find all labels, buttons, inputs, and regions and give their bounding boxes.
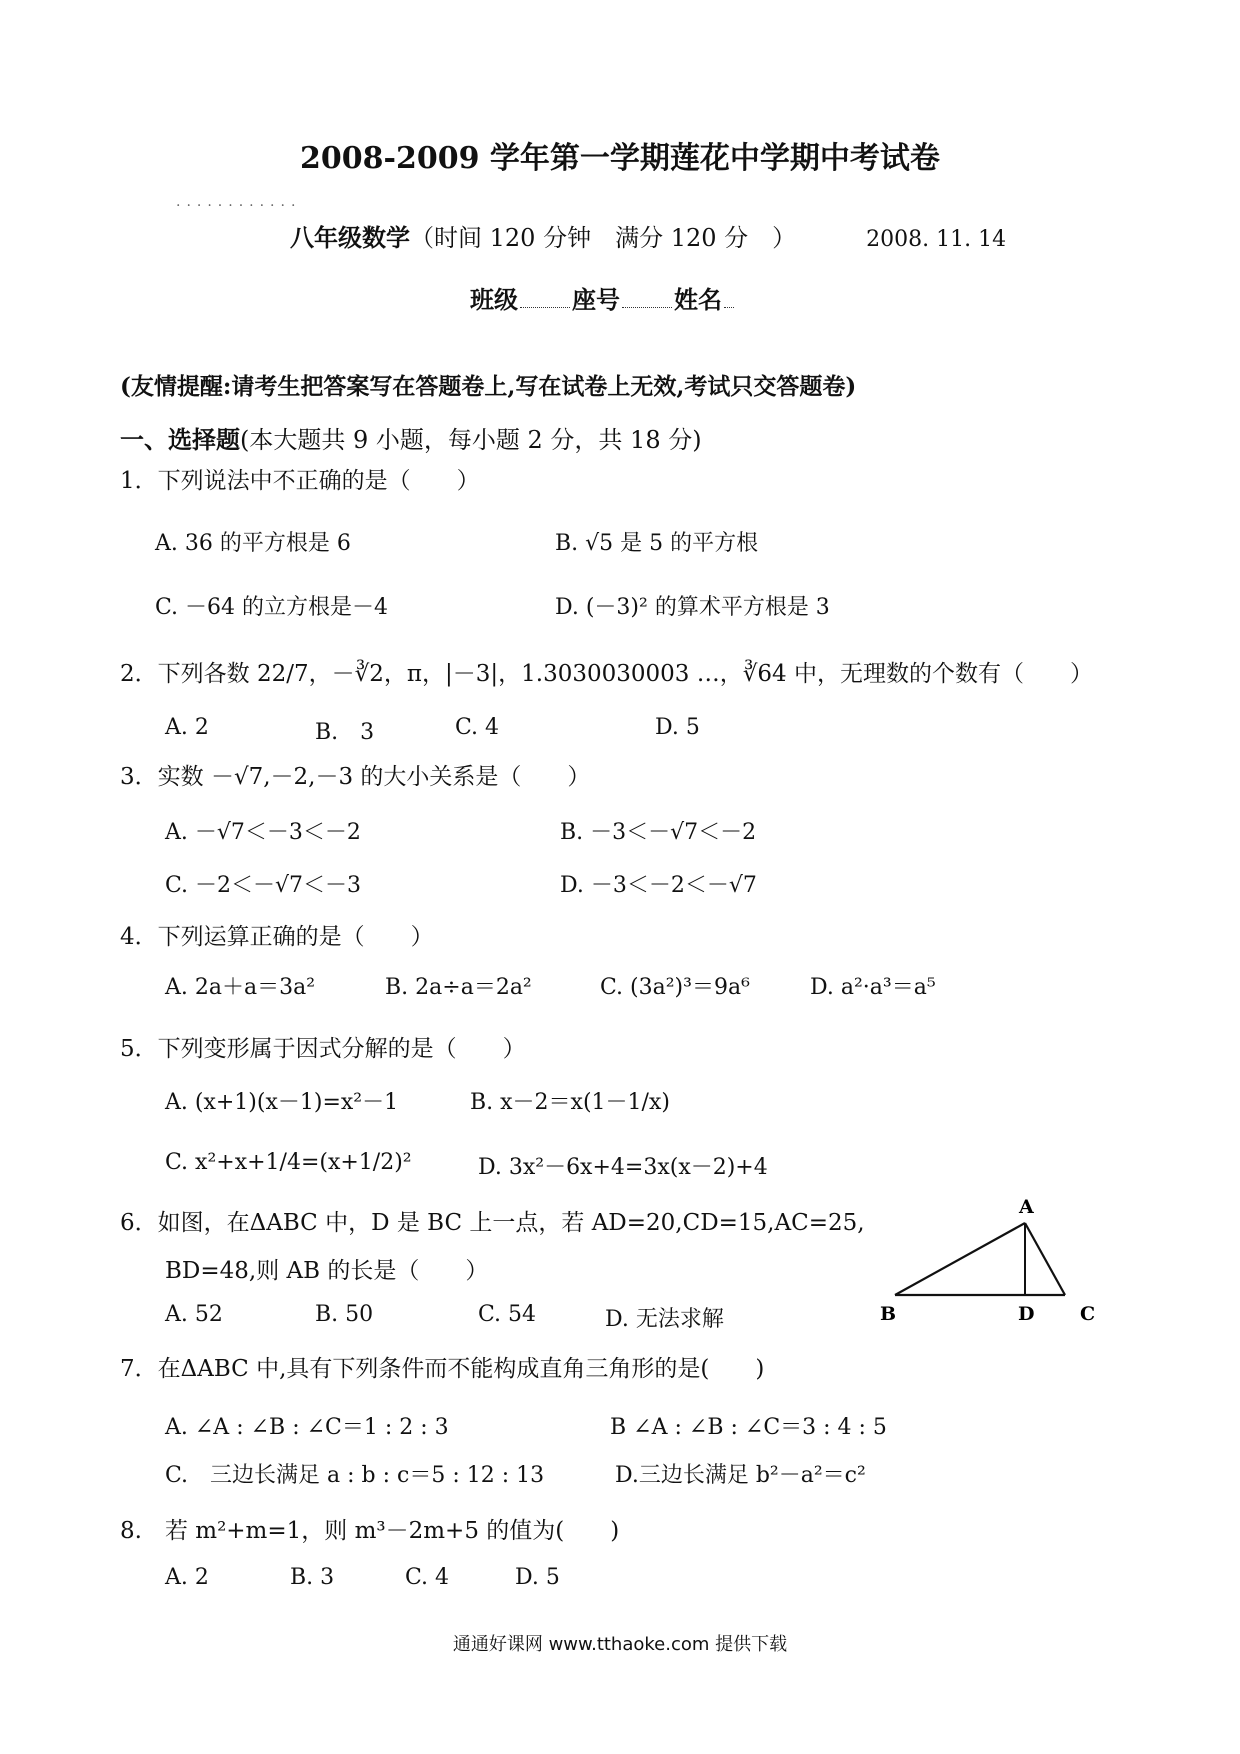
- question-8-option-c: C. 4: [405, 1565, 450, 1590]
- question-8-option-b: B. 3: [290, 1565, 335, 1590]
- question-2-option-a: A. 2: [165, 715, 209, 740]
- name-blank: [724, 287, 734, 308]
- question-5-option-d: D. 3x²－6x+4=3x(x－2)+4: [478, 1155, 768, 1180]
- section-heading: [120, 420, 702, 455]
- question-3-option-c: C. －2＜－√7＜－3: [165, 873, 362, 898]
- exam-date: 2008. 11. 14: [866, 227, 1007, 252]
- class-blank: [520, 287, 570, 308]
- page-footer[interactable]: 通通好课网 www.tthaoke.com 提供下载: [452, 1634, 788, 1655]
- seat-blank: [622, 287, 672, 308]
- question-6-option-b: B. 50: [315, 1302, 374, 1327]
- side-ab: [895, 1223, 1025, 1295]
- vertex-b-label: B: [880, 1303, 897, 1325]
- question-7-option-a: A. ∠A : ∠B : ∠C＝1 : 2 : 3: [165, 1415, 449, 1440]
- question-1-option-b: B. √5 是 5 的平方根: [555, 531, 759, 556]
- question-1-stem: 1．下列说法中不正确的是（ ）: [120, 468, 480, 494]
- question-2-option-d: D. 5: [655, 715, 700, 740]
- question-4-option-a: A. 2a＋a＝3a²: [165, 975, 316, 1000]
- question-6-option-c: C. 54: [478, 1302, 537, 1327]
- question-3-option-b: B. －3＜－√7＜－2: [560, 820, 757, 845]
- question-1-option-a: A. 36 的平方根是 6: [155, 531, 351, 556]
- question-6-stem-continued: BD=48,则 AB 的长是（ ）: [165, 1258, 489, 1284]
- question-2-option-c: C. 4: [455, 715, 500, 740]
- seat-label: 座号: [572, 285, 620, 314]
- question-3-stem: 3．实数 －√7,－2,－3 的大小关系是（ ）: [120, 764, 591, 790]
- question-2-option-b: B. 3: [315, 720, 375, 745]
- exam-subtitle: [290, 218, 1006, 253]
- question-8-option-d: D. 5: [515, 1565, 560, 1590]
- decorative-dots: ............: [176, 194, 302, 210]
- question-7-stem: 7．在ΔABC 中,具有下列条件而不能构成直角三角形的是( ): [120, 1356, 765, 1382]
- question-7-option-d: D.三边长满足 b²－a²＝c²: [615, 1463, 866, 1488]
- question-5-option-c: C. x²+x+1/4=(x+1/2)²: [165, 1150, 412, 1175]
- question-8-option-a: A. 2: [165, 1565, 209, 1590]
- question-5-option-a: A. (x+1)(x－1)=x²－1: [165, 1090, 399, 1115]
- question-4-option-c: C. (3a²)³＝9a⁶: [600, 975, 750, 1000]
- question-2-stem: 2．下列各数 22/7，－∛2，π，|－3|，1.3030030003 …，∛64 中，无理数的个数有（ ）: [120, 661, 1093, 687]
- question-6-stem: 6．如图，在ΔABC 中，D 是 BC 上一点，若 AD=20,CD=15,AC=25,: [120, 1210, 865, 1236]
- subject-label: 八年级数学: [290, 223, 410, 252]
- question-8-stem: 8. 若 m²+m=1，则 m³－2m+5 的值为( ): [120, 1518, 620, 1544]
- question-3-option-a: A. －√7＜－3＜－2: [165, 820, 361, 845]
- question-1-option-d: D. (－3)² 的算术平方根是 3: [555, 595, 830, 620]
- vertex-c-label: C: [1080, 1303, 1096, 1325]
- class-label: 班级: [470, 285, 518, 314]
- vertex-a-label: A: [1019, 1196, 1034, 1218]
- page-title: 2008-2009 学年第一学期莲花中学期中考试卷: [300, 141, 940, 176]
- question-3-option-d: D. －3＜－2＜－√7: [560, 873, 757, 898]
- name-label: 姓名: [674, 285, 722, 314]
- question-7-option-b: B ∠A : ∠B : ∠C＝3 : 4 : 5: [610, 1415, 887, 1440]
- question-4-option-d: D. a²·a³＝a⁵: [810, 975, 936, 1000]
- question-5-option-b: B. x－2＝x(1－1/x): [470, 1090, 670, 1115]
- question-6-option-d: D. 无法求解: [605, 1307, 724, 1332]
- section-note: (本大题共 9 小题，每小题 2 分，共 18 分): [240, 426, 702, 454]
- point-d-label: D: [1018, 1303, 1035, 1325]
- question-6-option-a: A. 52: [165, 1302, 223, 1327]
- question-1-option-c: C. －64 的立方根是－4: [155, 595, 389, 620]
- section-title: 一、选择题: [120, 425, 240, 454]
- question-7-option-c: C. 三边长满足 a : b : c＝5 : 12 : 13: [165, 1463, 545, 1488]
- question-5-stem: 5．下列变形属于因式分解的是（ ）: [120, 1036, 526, 1062]
- question-4-stem: 4．下列运算正确的是（ ）: [120, 924, 434, 950]
- student-info-line: [470, 280, 736, 315]
- triangle-abc-figure: [870, 1195, 1110, 1335]
- time-score-info: （时间 120 分钟 满分 120 分 ）: [410, 224, 797, 252]
- exam-notice: (友情提醒:请考生把答案写在答题卷上,写在试卷上无效,考试只交答题卷): [120, 373, 857, 400]
- question-4-option-b: B. 2a÷a＝2a²: [385, 975, 532, 1000]
- side-ac: [1025, 1223, 1065, 1295]
